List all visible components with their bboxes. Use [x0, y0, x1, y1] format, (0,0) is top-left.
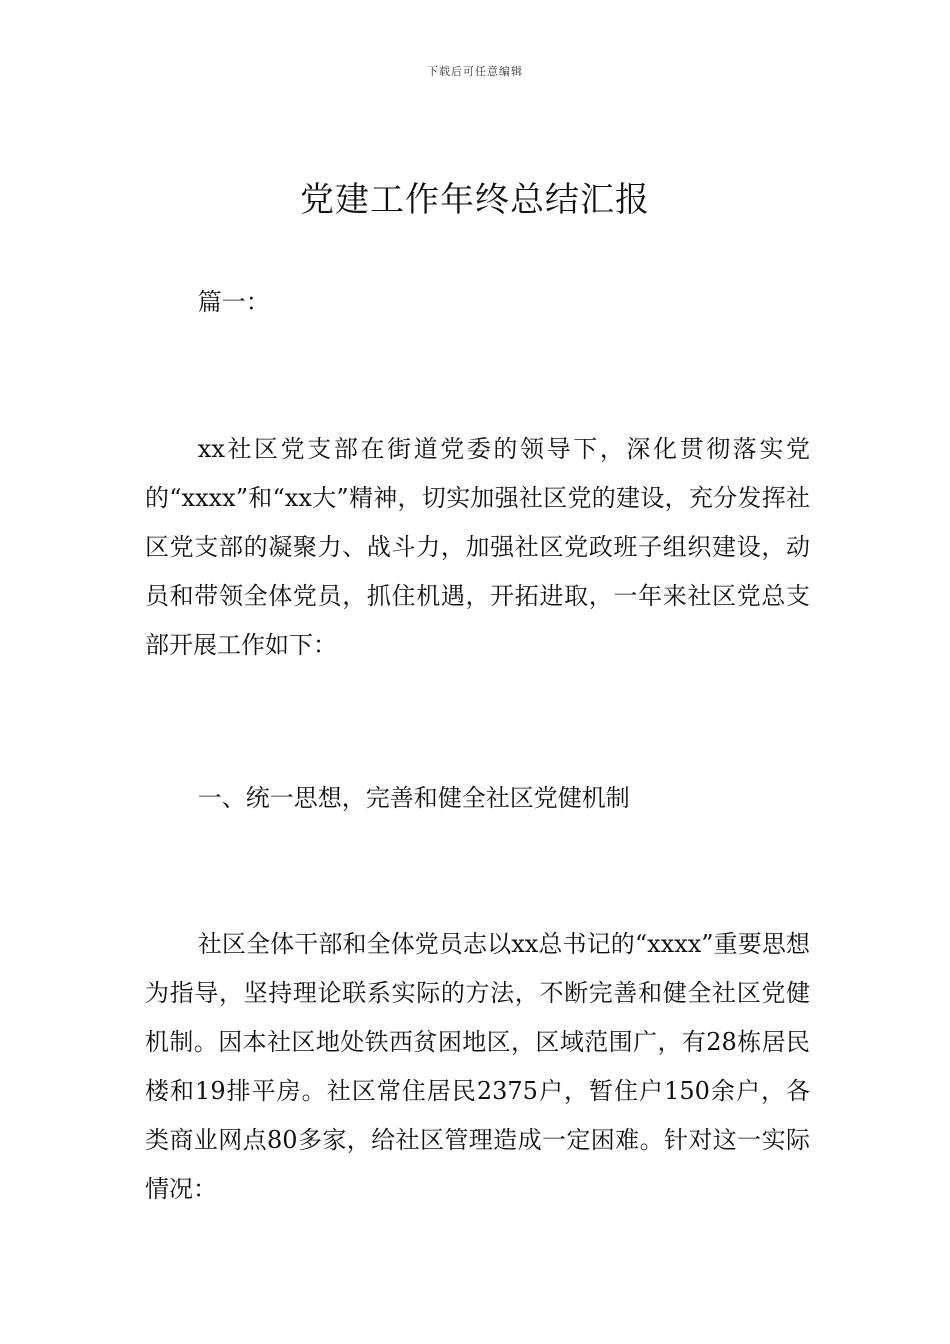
paragraph-body: 社区全体干部和全体党员志以xx总书记的“xxxx”重要思想为指导，坚持理论联系实际的方法，不断完善和健全社区党健机制。因本社区地处铁西贫困地区，区域范围广，有28栋居民楼和19排平房。社区常住居民2375户，暂住户150余户，各类商业网点80多家，给社区管理造成一定困难。针对这一实际情况：: [145, 930, 810, 1203]
paragraph-intro: xx社区党支部在街道党委的领导下，深化贯彻落实党的“xxxx”和“xx大”精神，切实加强社区党的建设，充分发挥社区党支部的凝聚力、战斗力，加强社区党政班子组织建设，动员和带领全体党员，抓住机遇，开拓进取，一年来社区党总支部开展工作如下：: [145, 435, 810, 659]
section-label: 篇一：: [197, 288, 270, 316]
section-heading: 一、统一思想，完善和健全社区党健机制: [197, 784, 630, 812]
page-header-note: 下载后可任意编辑: [427, 65, 523, 78]
document-title: 党建工作年终总结汇报: [300, 180, 650, 220]
